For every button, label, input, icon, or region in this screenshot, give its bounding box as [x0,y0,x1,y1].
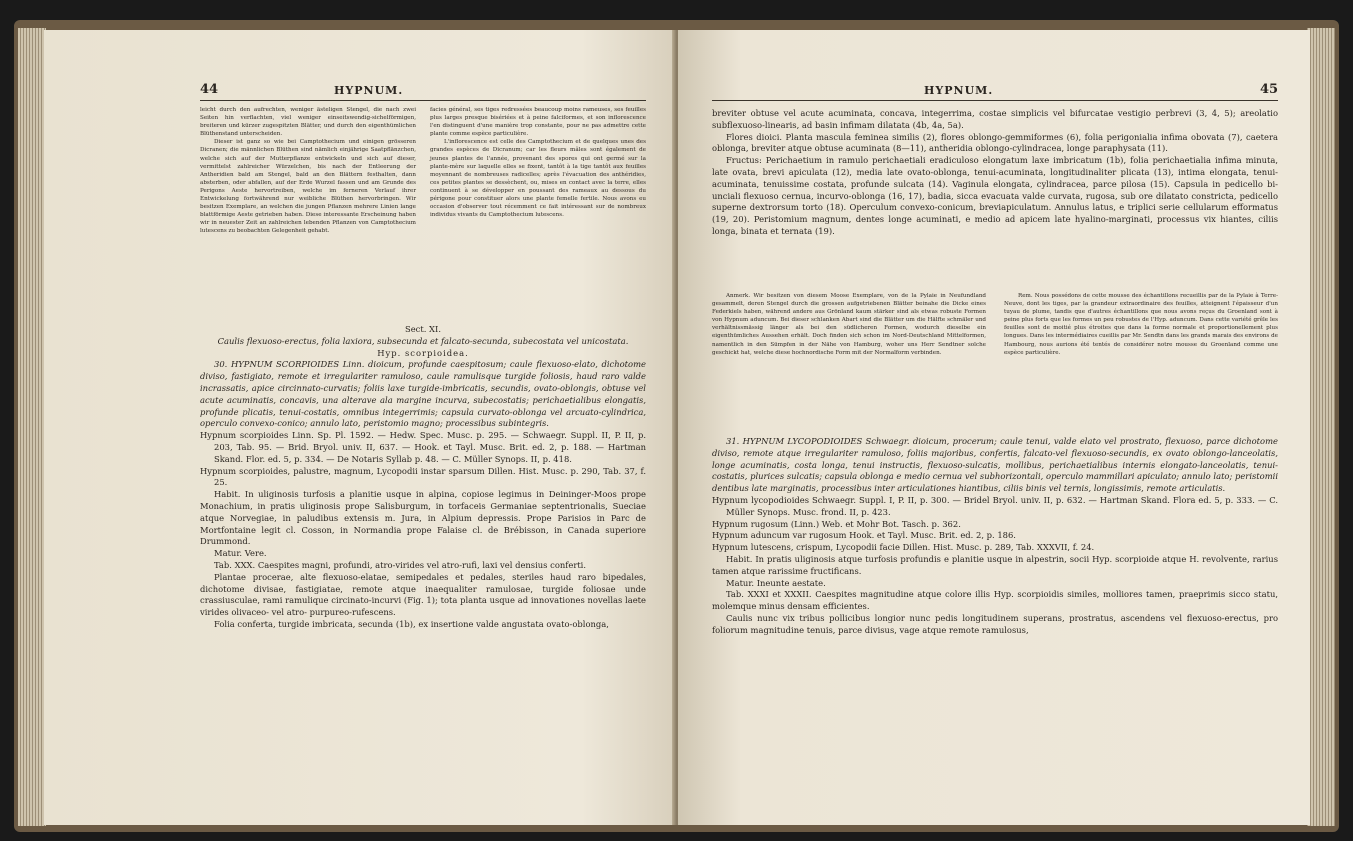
german-paragraph: Dieser ist ganz so wie bei Camptothecium und einigen grösseren Dicranen; die männlichen Blüthen sind nämlich einjährige Saatpflänzchen, welche sich auf der Mutterpflanze entwickeln und sich auf dieser, vermittelst zahlreicher Würzelchen, bis nach der Entleerung der Antheridien bald am Stengel, bald an den Blättern festhalten, dann absterben, oder abfallen, auf der Erde Wurzel fassen und am Grunde des Perigons Aeste hervortreiben, welche im ferneren Verlauf ihrer Entwickelung fortwährend nur weibliche Blüthen hervorbringen. Wir besitzen Exemplare, an welchen die jungen Pflanzen mehrere Linien lange blattförmige Aeste getrieben haben. Diese interessante Erscheinung haben wir in neuester Zeit an zahlreichen lebenden Pflanzen von Camptothecium lutescens zu beobachten Gelegenheit gehabt. [200,139,416,235]
german-paragraph: leicht durch den aufrechten, weniger ästeligen Stengel, die nach zwei Seiten hin verflachten, viel weniger einseitswendig-sichelförmigen, breiteren und kürzer zugespitzten Blätter, und durch den eigenthümlichen Blüthenstand unterscheiden. [200,107,416,138]
right-main-text [712,436,1278,637]
species-diagnosis: 31. HYPNUM LYCOPODIOIDES Schwaegr. dioicum, procerum; caule tenui, valde elato vel prostrato, flexuoso, parce dichotome diviso, remote atque irregulariter ramuloso, foliis majoribus, confertis, falcato-vel flexuoso-secundis, ex ovato oblongo-lanceolatis, longe acuminatis, costa longa, tenui instructis, flexuoso-sulcatis, mollibus, perichaetialibus internis elongato-lanceolatis, tenui-costatis, plurices sulcatis; capsula oblonga e medio cernua vel subhorizontali, operculo mammillari apiculato; annulo lato; peristomii dentibus late marginatis, processibus inter articulationes hiantibus, ciliis binis vel ternis, longissimis, remote articulatis. [712,436,1278,494]
french-note: Rem. Nous possédons de cette mousse des échantillons recueillis par de la Pylaie à Terre-Neuve, dont les tiges, par la grandeur extraordinaire des feuilles, atteignent l'épaisseur d'un tuyau de plume, tandis que d'autres échantillons que nous avons reçus du Groenland sont à peine plus forts que les formes un peu robustes de l'Hyp. aduncum. Dans cette variété grêle les feuilles sont de moitié plus étroites que dans la forme normale et proportionellement plus longues. Dans les intermédiaires cueillis par Mr. Sendtn dans les grands marais des environs de Hambourg, nous aurions été tentés de considérer notre mousse du Groenland comme une espèce particulière. [1004,293,1278,356]
flowers-description: Flores dioici. Planta mascula feminea similis (2), flores oblongo-gemmiformes (6), folia perigonialia infima obovata (7), caetera oblonga, breviter atque obtuse acuminata (8—11), antheridia oblongo-cylindracea, longe paraphysata (11). [712,131,1278,154]
running-head: HYPNUM. [334,84,404,97]
fruit-description: Fructus: Perichaetium in ramulo perichaetiali eradiculoso elongatum laxe imbricatum (1b), folia perichaetialia infima minuta, late ovata, brevi apiculata (12), media late ovato-oblonga, tenui-acuminata, longitudinaliter plicata (13), intima elongata, tenui-acuminata, tenuissime costata, profunde sulcata (14). Vaginula elongata, cylindracea, parce pilosa (15). Capsula in pedicello bi-unciali flexuoso cernua, incurvo-oblonga (16, 17), badia, sicca evacuata valde curvata, rugosa, sub ore dilatato constricta, pedicello superne dextrorsum torto (18). Operculum convexo-conicum, breviapiculatum. Annulus latus, e triplici serie cellularum efformatus (19, 20). Peristomium magnum, dentes longe acuminati, e medio ad apicem late hyalino-marginati, processus vix hiantes, ciliis longa, binata et ternata (19). [712,155,1278,236]
habitat: Habit. In pratis uliginosis atque turfosis profundis e planitie usque in alpestrin, socii Hyp. scorpioide atque H. revolvente, rarius tamen atque rarissime fructificans. [712,553,1278,576]
french-note-column [1004,292,1278,357]
plate-reference: Tab. XXXI et XXXII. Caespites magnitudine atque colore illis Hyp. scorpioidis similes, molliores tamen, praeprimis sicco statu, molemque minus densam efficientes. [712,589,1278,612]
maturity: Matur. Vere. [214,548,267,559]
header-rule [712,100,1278,101]
right-top-text [712,108,1278,238]
german-note-column [712,292,986,357]
synonym: Hypnum scorpioides Linn. Sp. Pl. 1592. — Hedw. Spec. Musc. p. 295. — Schwaegr. Suppl. II, P. II, p. 203, Tab. 95. — Brid. Bryol. univ. II, 637. — Hook. et Tayl. Musc. Brit. ed. 2, p. 188. — Hartman Skand. Flor. ed. 5, p. 334. — De Notaris Syllab p. 48. — C. Müller Synops. II, p. 418. [200,430,646,464]
right-page [678,30,1310,825]
synonym: Hypnum lutescens, crispum, Lycopodii facie Dillen. Hist. Musc. p. 289, Tab. XXXVII, f. 24. [712,542,1095,553]
section-title: Sect. XI. [404,324,441,334]
page-edges-right [1307,28,1335,826]
stem-description: Caulis nunc vix tribus pollicibus longior nunc pedis longitudinem superans, prostratus, ascendens vel flexuoso-erectus, pro foliorum magnitudine tenuis, parce divisus, vage atque remote ramulosus, [712,612,1278,635]
french-column [430,106,646,219]
page-number: 45 [1260,82,1279,97]
german-note: Anmerk. Wir besitzen von diesem Moose Exemplare, von de la Pylaie in Neufundland gesammelt, deren Stengel durch die grossen aufgetriebenen Blätter beinahe die Dicke eines Federkiels haben, während andere aus Grönland kaum stärker sind als etwas robuste Formen von Hypnum aduncum. Bei dieser schlanken Abart sind die Blätter um die Hälfte schmäler und verhältnissmässig länger als bei den südlicheren Formen, wodurch dieselbe ein eigenthümliches Aussehen erhält. Doch finden sich schon im Nord-Deutschland Mittelformen, namentlich in den Sümpfen in der Nähe von Hamburg, woher uns Herr Sendtner solche geschickt hat, welche diese hochnordische Form mit der Normalform verbinden. [712,293,986,356]
french-paragraph: facies général, ses tiges redressées beaucoup moins rameuses, ses feuilles plus larges presque bisériées et à peine falciformes, et son inflorescence l'en distinguent d'une manière trop constante, pour ne pas admettre cette plante comme espèce particulière. [430,107,646,138]
page-number: 44 [200,82,219,97]
leaves-continued: breviter obtuse vel acute acuminata, concava, integerrima, costae simplicis vel bifurcatae vestigio perbrevi (3, 4, 5); areolatio subflexuoso-linearis, ad basin infimam dilatata (4b, 4a, 5a). [712,108,1278,130]
section-subtitle: Caulis flexuoso-erectus, folia laxiora, subsecunda et falcato-secunda, subecostata vel unicostata. [217,335,629,346]
plate-reference: Tab. XXX. Caespites magni, profundi, atro-virides vel atro-rufi, laxi vel densius conferti. [214,559,587,570]
german-column [200,106,416,236]
left-page [44,30,676,825]
leaves-description: Folia conferta, turgide imbricata, secunda (1b), ex insertione valde angustata ovato-oblonga, [214,618,609,629]
page-edges-left [18,28,46,826]
synonym: Hypnum aduncum var rugosum Hook. et Tayl. Musc. Brit. ed. 2, p. 186. [712,530,1016,541]
habitat: Habit. In uliginosis turfosis a planitie usque in alpina, copiose legimus in Deininger-Moos prope Monachium, in pratis uliginosis prope Salisburgum, in torfaceis Germaniae septentrionalis, Sueciae atque Norvegiae, in paludibus extensis m. Jura, in Alpium depressis. Prope Parisios in Parc de Mortfontaine legit cl. Cosson, in Normandia prope Falaise cl. de Brébisson, in Canada superiore Drummond. [200,489,646,547]
group-title: Hyp. scorpioidea. [377,347,469,358]
left-main-text [200,324,646,631]
french-paragraph: L'inflorescence est celle des Camptothecium et de quelques unes des grandes espèces de Dicranum; car les fleurs mâles sont également de jeunes plantes de l'année, provenant des spores qui ont germé sur la plante-mère sur laquelle elles se fixent, tantôt à la tige tantôt aux feuilles moyennant de nombreuses radicelles; après l'évacuation des anthéridies, ces petites plantes se dessèchent, ou, mises en contact avec la terre, elles continuent à se développer en poussant des rameaux au dessous du périgone pour constituer alors une plante femelle fertile. Nous avons eu occasion d'observer tout récemment ce fait intéressant sur de nombreux individus vivants du Camptothecium lutescens. [430,139,646,219]
plants-description: Plantae procerae, alte flexuoso-elatae, semipedales et pedales, steriles haud raro bipedales, dichotome divisae, fastigiatae, remote atque inaequaliter ramulosae, turgide foliosae unde crassiusculae, rami ramulique circinato-incurvi (Fig. 1); tota planta usque ad innovationes novellas laete virides olivaceo- vel atro- purpureo-rufescens. [200,571,646,618]
maturity: Matur. Ineunte aestate. [726,577,826,588]
synonym: Hypnum scorpioides, palustre, magnum, Lycopodii instar sparsum Dillen. Hist. Musc. p. 290, Tab. 37, f. 25. [200,465,646,488]
synonym: Hypnum lycopodioides Schwaegr. Suppl. I, P. II, p. 300. — Bridel Bryol. univ. II, p. 632. — Hartman Skand. Flora ed. 5, p. 333. — C. Müller Synops. Musc. frond. II, p. 423. [712,494,1278,517]
synonym: Hypnum rugosum (Linn.) Web. et Mohr Bot. Tasch. p. 362. [712,518,961,529]
header-rule [200,100,646,101]
species-diagnosis: 30. HYPNUM SCORPIOIDES Linn. dioicum, profunde caespitosum; caule flexuoso-elato, dichotome diviso, fastigiato, remote et irregulariter ramuloso, caule ramulisque turgide foliosis, haud raro valde incrassatis, apice circinnato-curvatis; foliis laxe turgide-imbricatis, secundis, ovato-oblongis, obtuse vel acute acuminatis, concavis, una alterave ala margine incurva, subecostatis; perichaetialibus elongatis, profunde plicatis, tenui-costatis, omnibus integerrimis; capsula curvato-oblonga vel arcuato-cylindrica, operculo convexo-conico; annulo lato, peristomio magno; processibus subintegris. [200,359,646,429]
running-head: HYPNUM. [924,84,994,97]
